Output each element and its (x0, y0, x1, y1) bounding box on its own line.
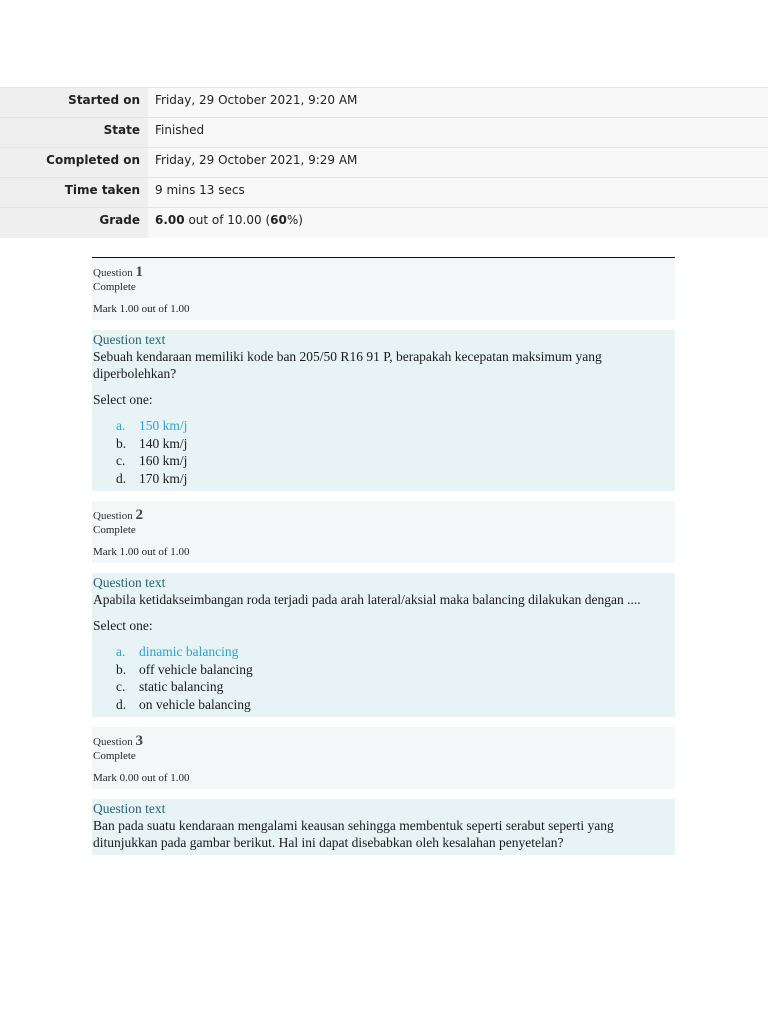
summary-value: 9 mins 13 secs (148, 178, 768, 207)
question-text: Ban pada suatu kendaraan mengalami keausan sehingga membentuk seperti serabut seperti yang ditunjukkan pada gambar berikut. Hal ini dapat disebabkan oleh kesalahan penyetelan? (93, 818, 614, 850)
grade-percent: 60 (270, 213, 287, 227)
summary-label: Grade (0, 208, 148, 238)
summary-row-started (0, 88, 768, 118)
summary-label: Time taken (0, 178, 148, 207)
summary-row-grade (0, 208, 768, 238)
summary-value: Friday, 29 October 2021, 9:29 AM (148, 148, 768, 177)
question-text-heading: Question text (93, 575, 166, 590)
question-list (92, 257, 675, 855)
attempt-summary-table (0, 87, 768, 238)
question-info (92, 258, 675, 320)
question-state: Complete (93, 750, 136, 762)
answer-list (93, 417, 673, 487)
question-text: Sebuah kendaraan memiliki kode ban 205/50 R16 91 P, berapakah kecepatan maksimum yang diperbolehkan? (93, 349, 602, 381)
select-one-prompt: Select one: (93, 618, 153, 633)
question-state: Complete (93, 524, 136, 536)
summary-label: State (0, 118, 148, 147)
summary-value: Finished (148, 118, 768, 147)
question-number: Question 3 (93, 733, 143, 749)
question-text-heading: Question text (93, 801, 166, 816)
summary-row-completed (0, 148, 768, 178)
question-content (92, 330, 675, 491)
question-text: Apabila ketidakseimbangan roda terjadi pada arah lateral/aksial maka balancing dilakukan dengan .... (93, 592, 641, 607)
question-info (92, 501, 675, 563)
grade-score: 6.00 (155, 213, 185, 227)
question-number: Question 1 (93, 264, 143, 280)
grade-end: %) (286, 213, 303, 227)
summary-value: Friday, 29 October 2021, 9:20 AM (148, 88, 768, 117)
answer-option-d[interactable]: d. 170 km/j (116, 470, 188, 486)
grade-out-of: out of 10.00 ( (188, 213, 271, 227)
question-info (92, 727, 675, 789)
select-one-prompt: Select one: (93, 392, 153, 407)
question-content (92, 573, 675, 717)
question-grade: Mark 1.00 out of 1.00 (93, 303, 190, 315)
question-grade: Mark 0.00 out of 1.00 (93, 772, 190, 784)
question-text-heading: Question text (93, 332, 166, 347)
answer-option-a[interactable]: a. 150 km/j (116, 418, 188, 433)
summary-value (148, 208, 768, 238)
summary-row-state (0, 118, 768, 148)
summary-label: Started on (0, 88, 148, 117)
answer-option-d[interactable]: d. on vehicle balancing (116, 696, 251, 712)
question-grade: Mark 1.00 out of 1.00 (93, 546, 190, 558)
answer-option-b[interactable]: b. off vehicle balancing (116, 661, 253, 677)
question-number: Question 2 (93, 507, 143, 523)
question-content (92, 799, 675, 855)
answer-list (93, 643, 673, 713)
answer-option-b[interactable]: b. 140 km/j (116, 435, 188, 451)
question-state: Complete (93, 281, 136, 293)
summary-row-time-taken (0, 178, 768, 208)
answer-option-c[interactable]: c. static balancing (116, 679, 224, 694)
answer-option-a[interactable]: a. dinamic balancing (116, 644, 239, 659)
answer-option-c[interactable]: c. 160 km/j (116, 453, 188, 468)
summary-label: Completed on (0, 148, 148, 177)
